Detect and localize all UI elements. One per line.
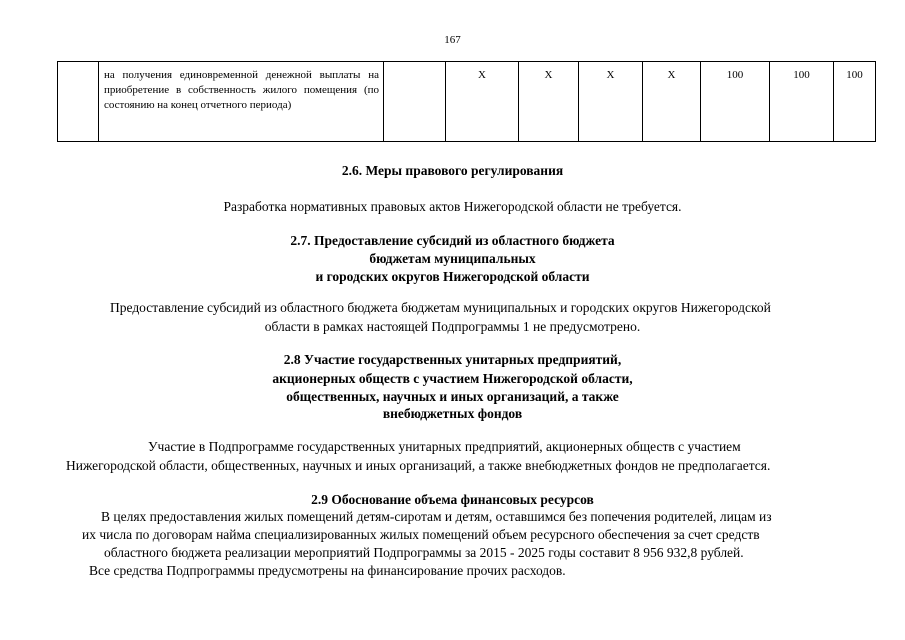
section-text-line: В целях предоставления жилых помещений детям-сиротам и детям, оставшимся без попечения родителей, лицам из: [101, 509, 772, 524]
section-heading: 2.9 Обоснование объема финансовых ресурсов: [311, 492, 594, 507]
table-cell-index: [58, 62, 99, 142]
section-text-line: области в рамках настоящей Подпрограммы 1 не предусмотрено.: [264, 319, 641, 334]
table-cell-value: X: [519, 62, 579, 142]
table-cell-value: 100: [770, 62, 834, 142]
table-cell-value: X: [643, 62, 701, 142]
section-heading: 2.6. Меры правового регулирования: [341, 163, 564, 178]
section-heading-line: бюджетам муниципальных: [369, 251, 536, 266]
section-text: Разработка нормативных правовых актов Нижегородской области не требуется.: [223, 199, 682, 214]
section-text-line: их числа по договорам найма специализированных жилых помещений объем ресурсного обеспечения за счет средств: [82, 527, 760, 542]
section-heading-line: внебюджетных фондов: [382, 406, 523, 421]
section-heading-line: и городских округов Нижегородской области: [315, 269, 590, 284]
table-cell-unit: [384, 62, 446, 142]
section-text-line: областного бюджета реализации мероприятий Подпрограммы за 2015 - 2025 годы составит 8 956 932,8 рублей.: [104, 545, 744, 560]
table-cell-value: 100: [701, 62, 770, 142]
page-number: 167: [444, 34, 461, 46]
table-row: [58, 62, 876, 142]
indicators-table: [57, 61, 876, 142]
table-cell-value: 100: [834, 62, 876, 142]
section-heading-line: общественных, научных и иных организаций, а также: [286, 389, 619, 404]
section-text-line: Все средства Подпрограммы предусмотрены на финансирование прочих расходов.: [89, 563, 566, 578]
section-heading-line: акционерных обществ с участием Нижегородской области,: [272, 371, 633, 386]
table-cell-value: X: [446, 62, 519, 142]
section-text-line: Предоставление субсидий из областного бюджета бюджетам муниципальных и городских округов Нижегородской: [110, 300, 771, 315]
section-heading-line: 2.8 Участие государственных унитарных предприятий,: [283, 352, 622, 367]
table-cell-value: X: [579, 62, 643, 142]
section-text-line: Участие в Подпрограмме государственных унитарных предприятий, акционерных обществ с участием: [148, 439, 741, 454]
section-text-line: Нижегородской области, общественных, научных и иных организаций, а также внебюджетных фондов не предполагается.: [66, 458, 771, 473]
section-heading-line: 2.7. Предоставление субсидий из областного бюджета: [290, 233, 615, 248]
table-cell-description: на получения единовременной денежной выплаты на приобретение в собственность жилого помещения (по состоянию на конец отчетного периода): [99, 62, 384, 142]
